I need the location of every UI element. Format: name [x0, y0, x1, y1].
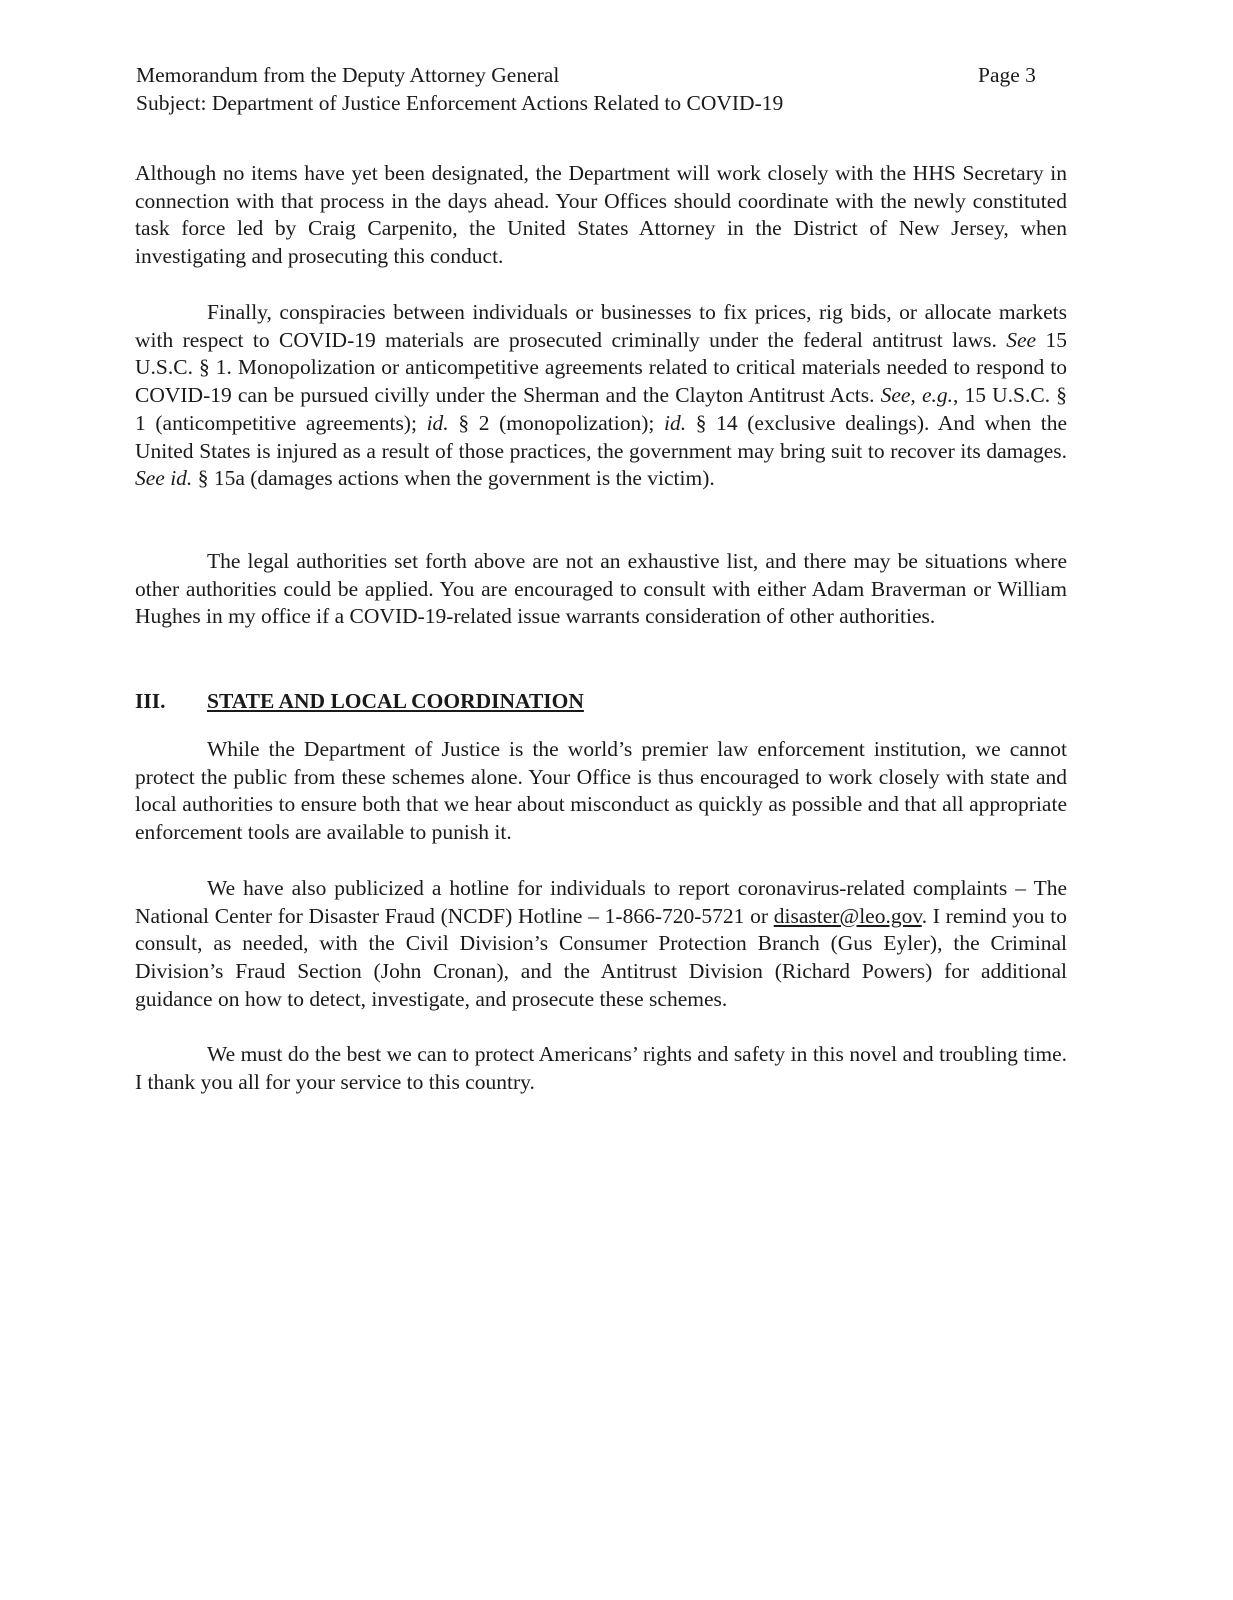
paragraph-task-force-text: Although no items have yet been designated, the Department will work closely with the HHS Secretary in connection with that process in the days ahead. Your Offices should coordinate with the newly constituted task force led by Craig Carpenito, the United States Attorney in the District of New Jersey, when investigating and prosecuting this conduct.	[135, 161, 1067, 269]
paragraph-closing	[135, 1041, 1067, 1096]
antitrust-text-5: § 14 (exclusive dealings). And when the United States is injured as a result of those practices, the government may bring suit to recover its damages.	[135, 410, 1068, 463]
antitrust-text-2: 15 U.S.C. § 1. Monopolization or anticompetitive agreements related to critical materials needed to respond to COVID-19 can be pursued civilly under the Sherman and the Clayton Antitrust Acts.	[135, 327, 1067, 408]
paragraph-legal-authorities-text: The legal authorities set forth above are not an exhaustive list, and there may be situations where other authorities could be applied. You are encouraged to consult with either Adam Braverman or William Hughes in my office if a COVID-19-related issue warrants consideration of other authorities.	[135, 549, 1067, 629]
antitrust-text-3: , 15 U.S.C. § 1 (anticompetitive agreements);	[135, 383, 1067, 435]
header-line-memorandum: Memorandum from the Deputy Attorney General	[136, 63, 560, 87]
hotline-text-2: . I remind you to consult, as needed, with the Civil Division’s Consumer Protection Branch (Gus Eyler), the Criminal Division’s Fraud Section (John Cronan), and the Antitrust Division (Richard Powers) for additional guidance on how to detect, investigate, and prosecute these schemes.	[135, 903, 1067, 1011]
paragraph-legal-authorities	[135, 548, 1067, 631]
citation-id-1: id.	[426, 410, 449, 435]
email-link[interactable]: disaster@leo.gov	[773, 903, 922, 928]
paragraph-state-local	[135, 736, 1067, 847]
header-line-subject: Subject: Department of Justice Enforcement Actions Related to COVID-19	[136, 91, 784, 115]
paragraph-state-local-text: While the Department of Justice is the world’s premier law enforcement institution, we cannot protect the public from these schemes alone. Your Office is thus encouraged to work closely with state and local authorities to ensure both that we hear about misconduct as quickly as possible and that all appropriate enforcement tools are available to punish it.	[135, 737, 1067, 845]
section-number: III.	[135, 689, 166, 713]
antitrust-text-4: § 2 (monopolization);	[448, 410, 664, 435]
antitrust-text-1: Finally, conspiracies between individuals or businesses to fix prices, rig bids, or allocate markets with respect to COVID-19 materials are prosecuted criminally under the federal antitrust laws.	[135, 300, 1067, 352]
citation-id-2: id.	[663, 410, 687, 435]
paragraph-hotline	[135, 875, 1067, 1014]
section-heading-state-local	[135, 687, 584, 715]
citation-see: See	[1006, 327, 1037, 352]
citation-see-id: See id.	[135, 466, 193, 491]
paragraph-antitrust	[135, 299, 1067, 493]
citation-see-eg: See, e.g.	[880, 383, 953, 408]
section-title: STATE AND LOCAL COORDINATION	[207, 689, 584, 713]
paragraph-closing-text: We must do the best we can to protect Americans’ rights and safety in this novel and troubling time. I thank you all for your service to this country.	[135, 1042, 1067, 1094]
hotline-text-1: We have also publicized a hotline for individuals to report coronavirus-related complaints – The National Center for Disaster Fraud (NCDF) Hotline – 1-866-720-5721 or	[135, 876, 1067, 928]
antitrust-text-6: § 15a (damages actions when the government is the victim).	[192, 466, 715, 491]
page-number: Page 3	[978, 63, 1036, 87]
paragraph-task-force	[135, 160, 1067, 271]
